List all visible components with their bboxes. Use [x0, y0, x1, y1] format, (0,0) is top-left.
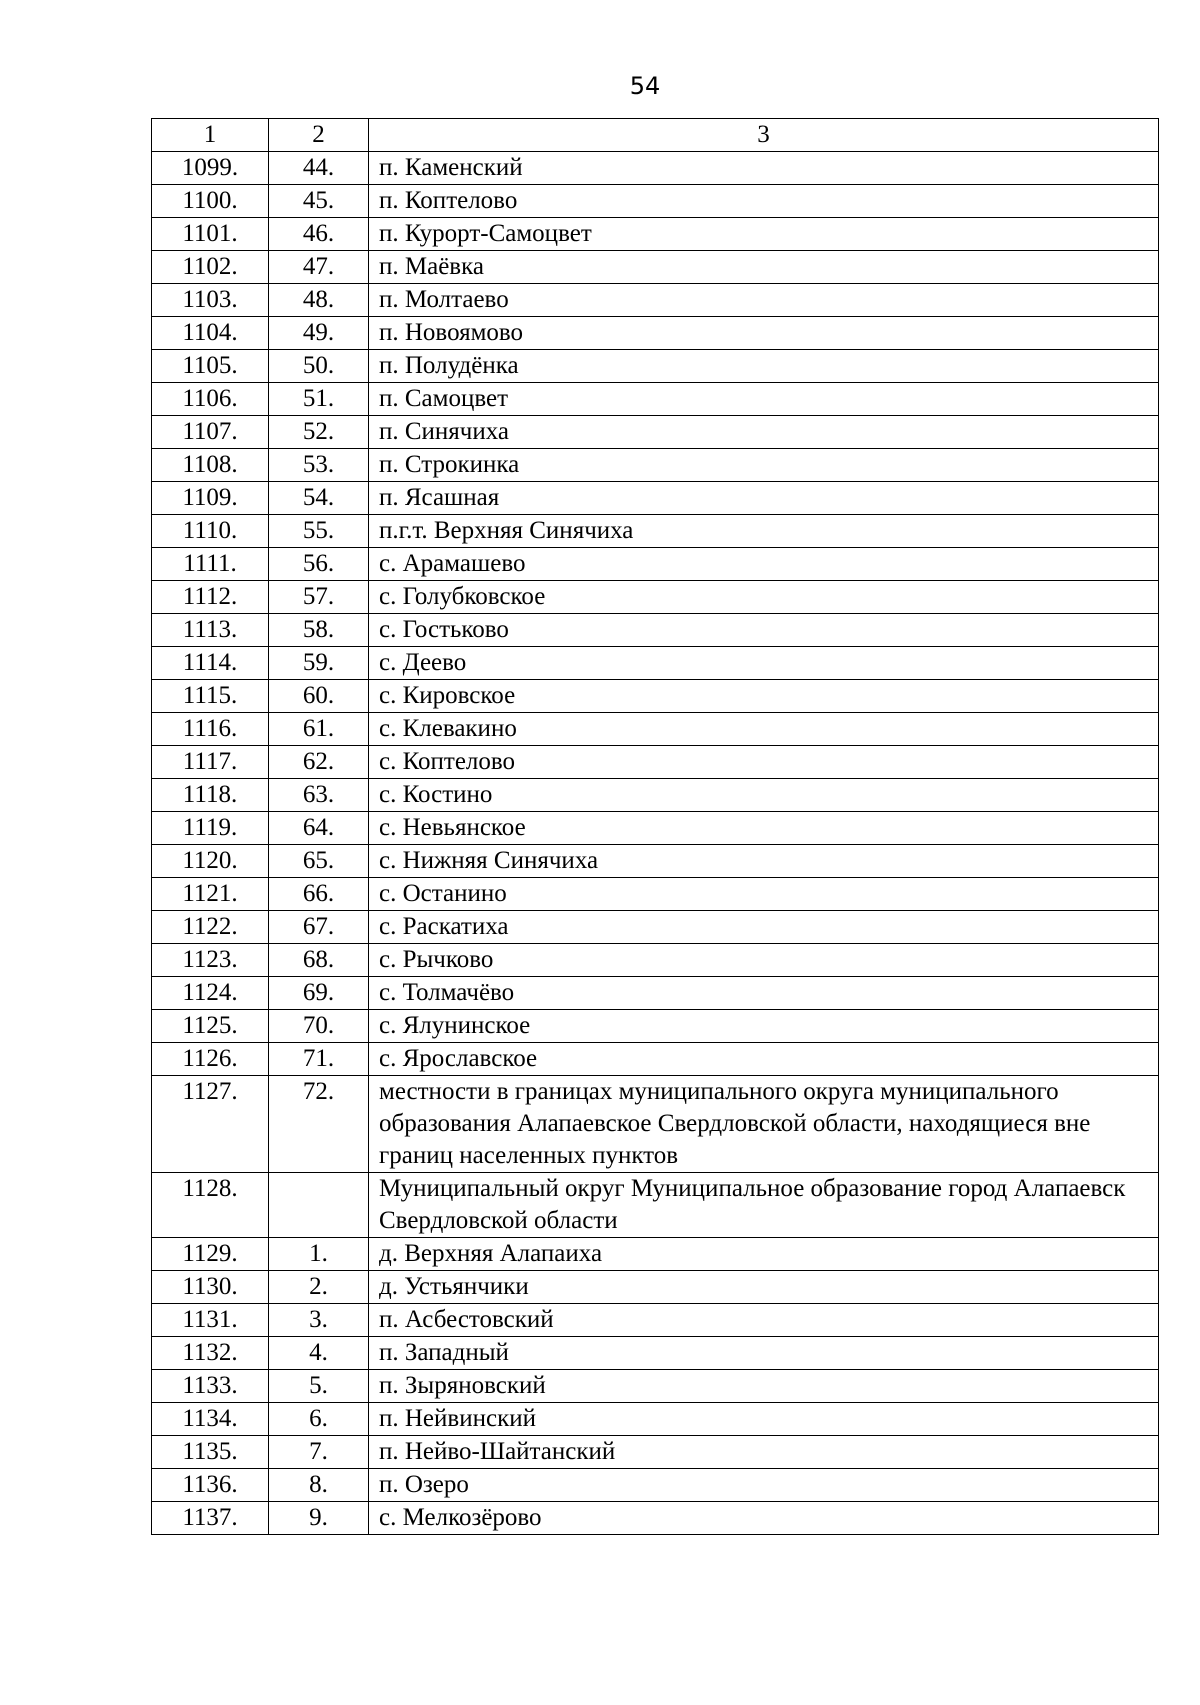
table-row: [152, 515, 1159, 548]
settlement-name: п. Полудёнка: [369, 350, 1159, 383]
settlement-name: п. Нейвинский: [369, 1403, 1159, 1436]
table-row: [152, 383, 1159, 416]
row-number: 1102.: [152, 251, 269, 284]
header-col-3: 3: [369, 119, 1159, 152]
row-number: 1103.: [152, 284, 269, 317]
table-row: [152, 548, 1159, 581]
row-sub-number: 69.: [269, 977, 369, 1010]
table-row: [152, 350, 1159, 383]
row-sub-number: 64.: [269, 812, 369, 845]
row-number: 1112.: [152, 581, 269, 614]
row-sub-number: 1.: [269, 1238, 369, 1271]
row-number: 1133.: [152, 1370, 269, 1403]
table-row: [152, 1436, 1159, 1469]
table-row: [152, 779, 1159, 812]
settlement-name: с. Коптелово: [369, 746, 1159, 779]
settlement-name: п. Озеро: [369, 1469, 1159, 1502]
row-sub-number: 49.: [269, 317, 369, 350]
table-row: [152, 1173, 1159, 1238]
row-number: 1107.: [152, 416, 269, 449]
row-number: 1115.: [152, 680, 269, 713]
settlement-name: д. Устьянчики: [369, 1271, 1159, 1304]
settlement-name: п. Маёвка: [369, 251, 1159, 284]
row-number: 1122.: [152, 911, 269, 944]
settlement-name: с. Арамашево: [369, 548, 1159, 581]
settlement-name: п. Ясашная: [369, 482, 1159, 515]
row-sub-number: 53.: [269, 449, 369, 482]
settlement-name: с. Кировское: [369, 680, 1159, 713]
table-row: [152, 284, 1159, 317]
table-row: [152, 581, 1159, 614]
row-sub-number: 62.: [269, 746, 369, 779]
row-sub-number: 57.: [269, 581, 369, 614]
row-sub-number: 59.: [269, 647, 369, 680]
settlement-name: с. Раскатиха: [369, 911, 1159, 944]
row-number: 1100.: [152, 185, 269, 218]
row-sub-number: 5.: [269, 1370, 369, 1403]
row-sub-number: 70.: [269, 1010, 369, 1043]
row-number: 1104.: [152, 317, 269, 350]
settlement-name: п. Строкинка: [369, 449, 1159, 482]
row-sub-number: 3.: [269, 1304, 369, 1337]
table-row: [152, 416, 1159, 449]
row-number: 1130.: [152, 1271, 269, 1304]
settlement-name: п. Синячиха: [369, 416, 1159, 449]
settlement-name: с. Мелкозёрово: [369, 1502, 1159, 1535]
settlement-name: п. Самоцвет: [369, 383, 1159, 416]
table-row: [152, 647, 1159, 680]
table-row: [152, 1043, 1159, 1076]
settlement-name: с. Гостьково: [369, 614, 1159, 647]
table-row: [152, 614, 1159, 647]
row-number: 1105.: [152, 350, 269, 383]
table-body: [152, 152, 1159, 1535]
row-sub-number: 8.: [269, 1469, 369, 1502]
row-number: 1118.: [152, 779, 269, 812]
table-row: [152, 1238, 1159, 1271]
row-number: 1134.: [152, 1403, 269, 1436]
table-row: [152, 1502, 1159, 1535]
row-number: 1129.: [152, 1238, 269, 1271]
table-row: [152, 317, 1159, 350]
settlement-name: п. Молтаево: [369, 284, 1159, 317]
row-number: 1126.: [152, 1043, 269, 1076]
row-sub-number: [269, 1173, 369, 1238]
row-sub-number: 68.: [269, 944, 369, 977]
header-col-2: 2: [269, 119, 369, 152]
row-sub-number: 61.: [269, 713, 369, 746]
row-sub-number: 45.: [269, 185, 369, 218]
row-sub-number: 6.: [269, 1403, 369, 1436]
row-sub-number: 55.: [269, 515, 369, 548]
row-number: 1110.: [152, 515, 269, 548]
table-row: [152, 1076, 1159, 1173]
settlement-name: Муниципальный округ Муниципальное образование город Алапаевск Свердловской области: [369, 1173, 1159, 1238]
row-sub-number: 54.: [269, 482, 369, 515]
table-row: [152, 911, 1159, 944]
table-row: [152, 449, 1159, 482]
table-row: [152, 1304, 1159, 1337]
settlement-name: д. Верхняя Алапаиха: [369, 1238, 1159, 1271]
settlement-name: с. Толмачёво: [369, 977, 1159, 1010]
row-number: 1136.: [152, 1469, 269, 1502]
settlement-name: с. Нижняя Синячиха: [369, 845, 1159, 878]
settlement-name: п. Западный: [369, 1337, 1159, 1370]
row-number: 1125.: [152, 1010, 269, 1043]
row-number: 1127.: [152, 1076, 269, 1173]
settlement-name: п. Асбестовский: [369, 1304, 1159, 1337]
settlement-name: с. Невьянское: [369, 812, 1159, 845]
settlement-name: п. Курорт-Самоцвет: [369, 218, 1159, 251]
row-sub-number: 9.: [269, 1502, 369, 1535]
table-row: [152, 152, 1159, 185]
settlement-name: местности в границах муниципального округа муниципального образования Алапаевское Свердловской области, находящиеся вне границ населенных пунктов: [369, 1076, 1159, 1173]
settlement-name: п. Каменский: [369, 152, 1159, 185]
row-sub-number: 71.: [269, 1043, 369, 1076]
table-row: [152, 1403, 1159, 1436]
row-sub-number: 56.: [269, 548, 369, 581]
table-row: [152, 482, 1159, 515]
table-row: [152, 1271, 1159, 1304]
settlement-name: п.г.т. Верхняя Синячиха: [369, 515, 1159, 548]
row-sub-number: 52.: [269, 416, 369, 449]
settlement-name: п. Коптелово: [369, 185, 1159, 218]
settlement-name: п. Новоямово: [369, 317, 1159, 350]
table-row: [152, 218, 1159, 251]
row-number: 1114.: [152, 647, 269, 680]
row-number: 1124.: [152, 977, 269, 1010]
table-row: [152, 812, 1159, 845]
row-number: 1123.: [152, 944, 269, 977]
header-row: [152, 119, 1159, 152]
table-header: [152, 119, 1159, 152]
page-number: 54: [629, 72, 661, 100]
row-sub-number: 44.: [269, 152, 369, 185]
table-row: [152, 251, 1159, 284]
row-number: 1132.: [152, 1337, 269, 1370]
row-sub-number: 4.: [269, 1337, 369, 1370]
row-number: 1137.: [152, 1502, 269, 1535]
row-number: 1109.: [152, 482, 269, 515]
header-col-1: 1: [152, 119, 269, 152]
row-sub-number: 2.: [269, 1271, 369, 1304]
settlement-name: с. Деево: [369, 647, 1159, 680]
row-number: 1128.: [152, 1173, 269, 1238]
row-number: 1120.: [152, 845, 269, 878]
settlements-table: [151, 118, 1159, 1535]
settlement-name: п. Нейво-Шайтанский: [369, 1436, 1159, 1469]
row-number: 1108.: [152, 449, 269, 482]
table-row: [152, 185, 1159, 218]
row-number: 1106.: [152, 383, 269, 416]
row-number: 1135.: [152, 1436, 269, 1469]
table-row: [152, 845, 1159, 878]
settlement-name: с. Голубковское: [369, 581, 1159, 614]
table-row: [152, 680, 1159, 713]
row-sub-number: 67.: [269, 911, 369, 944]
row-sub-number: 50.: [269, 350, 369, 383]
row-number: 1101.: [152, 218, 269, 251]
row-sub-number: 63.: [269, 779, 369, 812]
settlement-name: с. Костино: [369, 779, 1159, 812]
row-sub-number: 66.: [269, 878, 369, 911]
row-sub-number: 58.: [269, 614, 369, 647]
row-number: 1131.: [152, 1304, 269, 1337]
row-number: 1116.: [152, 713, 269, 746]
row-sub-number: 51.: [269, 383, 369, 416]
row-number: 1117.: [152, 746, 269, 779]
row-number: 1119.: [152, 812, 269, 845]
row-sub-number: 47.: [269, 251, 369, 284]
row-sub-number: 48.: [269, 284, 369, 317]
row-sub-number: 46.: [269, 218, 369, 251]
row-number: 1099.: [152, 152, 269, 185]
table-row: [152, 944, 1159, 977]
table-row: [152, 1337, 1159, 1370]
table-row: [152, 746, 1159, 779]
row-sub-number: 60.: [269, 680, 369, 713]
table-row: [152, 878, 1159, 911]
table-row: [152, 1469, 1159, 1502]
settlement-name: п. Зыряновский: [369, 1370, 1159, 1403]
row-sub-number: 72.: [269, 1076, 369, 1173]
table-row: [152, 977, 1159, 1010]
settlement-name: с. Рычково: [369, 944, 1159, 977]
table-row: [152, 1370, 1159, 1403]
row-number: 1111.: [152, 548, 269, 581]
row-sub-number: 7.: [269, 1436, 369, 1469]
settlement-name: с. Ялунинское: [369, 1010, 1159, 1043]
row-sub-number: 65.: [269, 845, 369, 878]
row-number: 1113.: [152, 614, 269, 647]
settlement-name: с. Ярославское: [369, 1043, 1159, 1076]
table-row: [152, 713, 1159, 746]
table-row: [152, 1010, 1159, 1043]
settlement-name: с. Останино: [369, 878, 1159, 911]
settlement-name: с. Клевакино: [369, 713, 1159, 746]
row-number: 1121.: [152, 878, 269, 911]
